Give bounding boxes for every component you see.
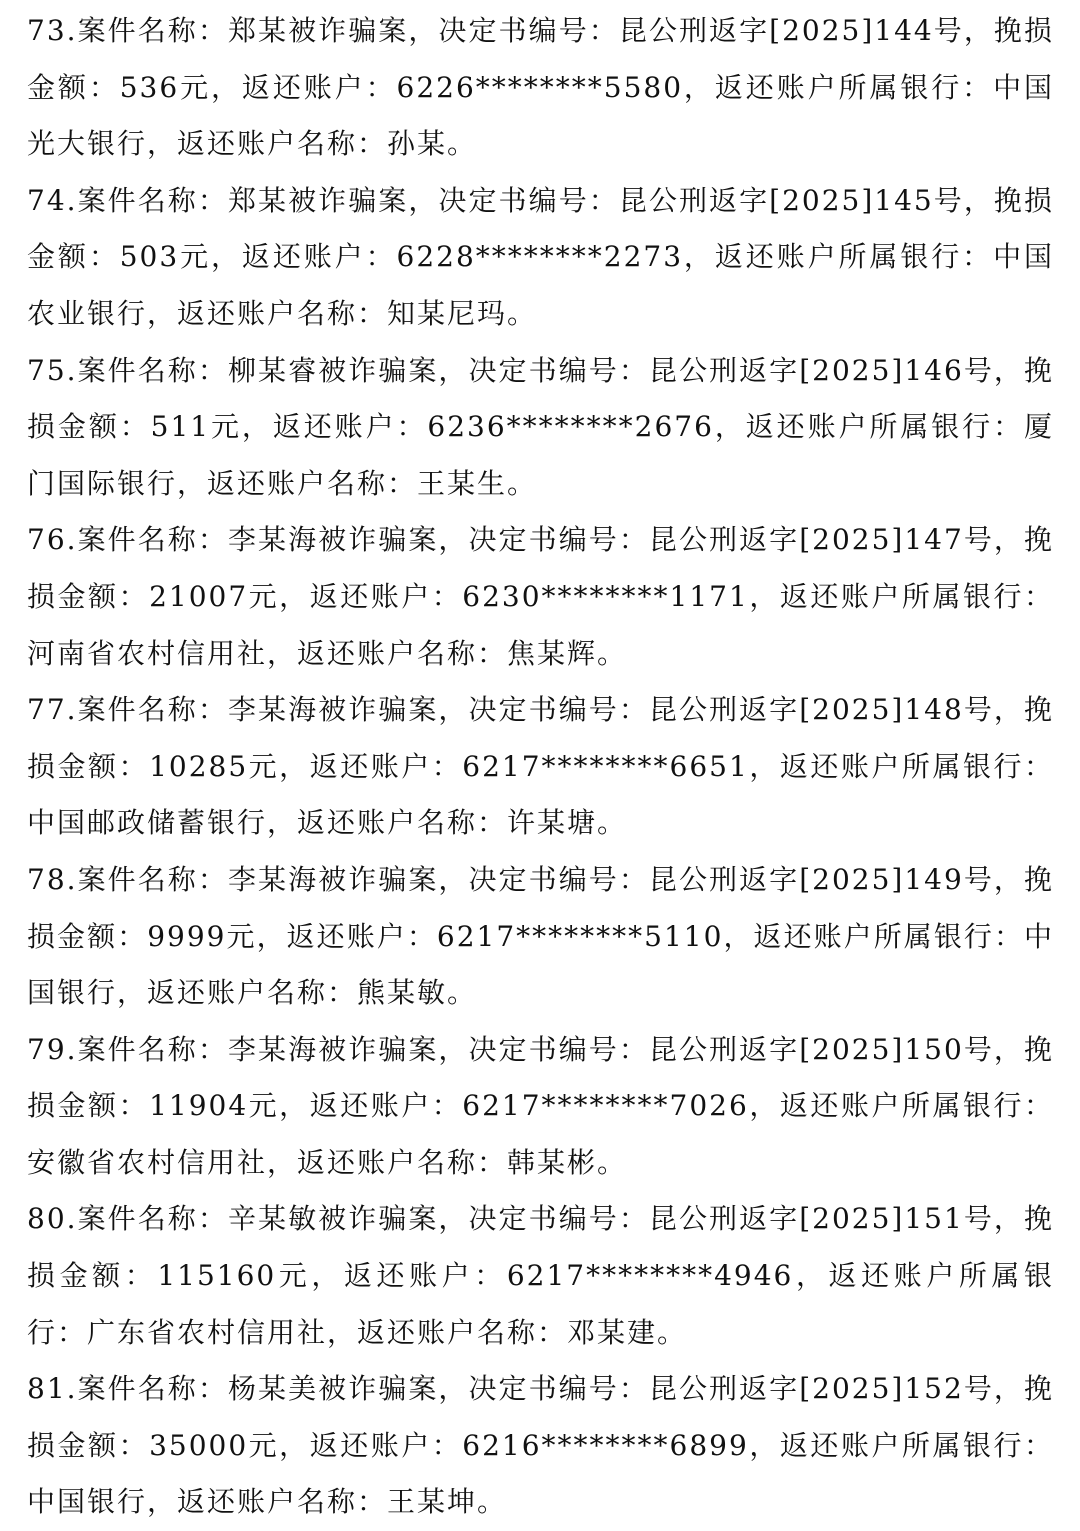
case-entry-73: 73.案件名称：郑某被诈骗案，决定书编号：昆公刑返字[2025]144号，挽损金额：536元，返还账户：6226********5580，返还账户所属银行：中国光大银行，返还账户名称：孙某。 <box>27 14 1054 161</box>
document-page <box>0 3 1080 1531</box>
case-entry-76: 76.案件名称：李某海被诈骗案，决定书编号：昆公刑返字[2025]147号，挽损金额：21007元，返还账户：6230********1171，返还账户所属银行：河南省农村信用社，返还账户名称：焦某辉。 <box>27 523 1054 670</box>
case-entry-78: 78.案件名称：李某海被诈骗案，决定书编号：昆公刑返字[2025]149号，挽损金额：9999元，返还账户：6217********5110，返还账户所属银行：中国银行，返还账户名称：熊某敏。 <box>27 862 1054 1010</box>
case-entry-79: 79.案件名称：李某海被诈骗案，决定书编号：昆公刑返字[2025]150号，挽损金额：11904元，返还账户：6217********7026，返还账户所属银行：安徽省农村信用社，返还账户名称：韩某彬。 <box>27 1032 1054 1179</box>
case-entry-81: 81.案件名称：杨某美被诈骗案，决定书编号：昆公刑返字[2025]152号，挽损金额：35000元，返还账户：6216********6899，返还账户所属银行：中国银行，返还账户名称：王某坤。 <box>27 1372 1054 1519</box>
case-entry-74: 74.案件名称：郑某被诈骗案，决定书编号：昆公刑返字[2025]145号，挽损金额：503元，返还账户：6228********2273，返还账户所属银行：中国农业银行，返还账户名称：知某尼玛。 <box>27 183 1054 330</box>
case-entry-75: 75.案件名称：柳某睿被诈骗案，决定书编号：昆公刑返字[2025]146号，挽损金额：511元，返还账户：6236********2676，返还账户所属银行：厦门国际银行，返还账户名称：王某生。 <box>27 353 1054 500</box>
case-entry-77: 77.案件名称：李某海被诈骗案，决定书编号：昆公刑返字[2025]148号，挽损金额：10285元，返还账户：6217********6651，返还账户所属银行：中国邮政储蓄银行，返还账户名称：许某塘。 <box>27 693 1054 840</box>
case-entry-80: 80.案件名称：辛某敏被诈骗案，决定书编号：昆公刑返字[2025]151号，挽损金额：115160元，返还账户：6217********4946，返还账户所属银行：广东省农村信用社，返还账户名称：邓某建。 <box>27 1202 1054 1349</box>
